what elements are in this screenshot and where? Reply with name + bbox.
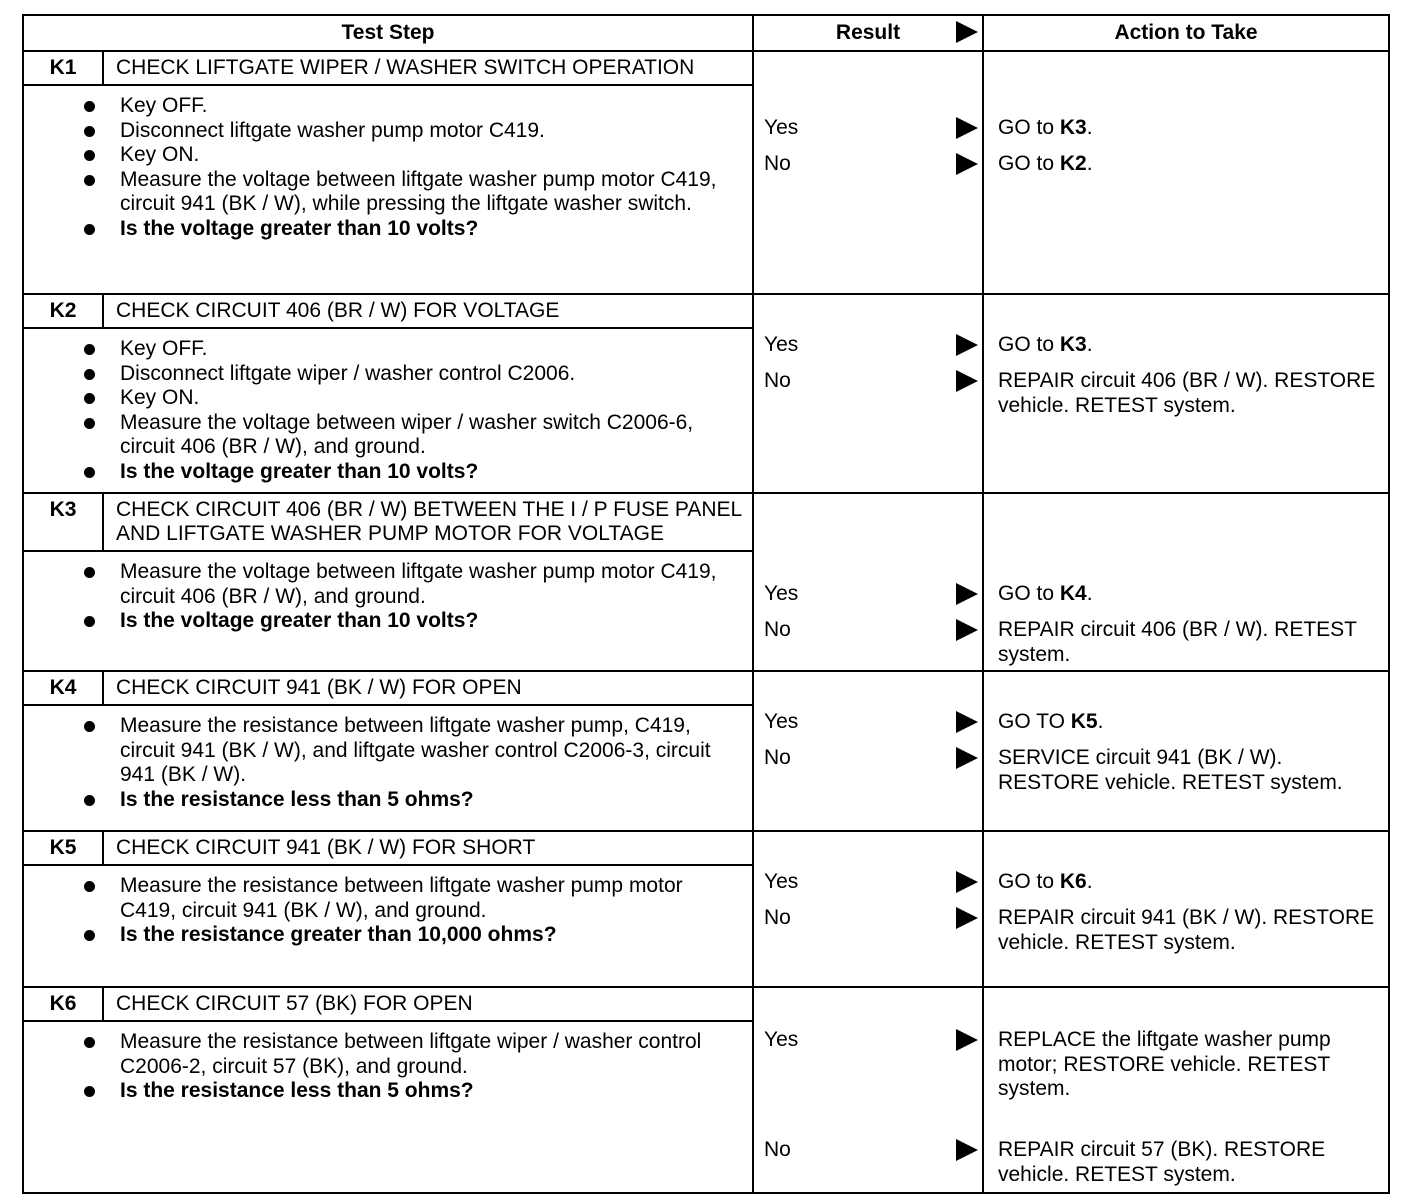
step-instructions [24,1022,752,1112]
action-no-text: SERVICE circuit 941 (BK / W). RESTORE vehicle. RETEST system. [998,746,1343,794]
step-title: CHECK CIRCUIT 941 (BK / W) FOR SHORT [116,836,536,859]
arrow-right-icon [956,747,978,769]
step-title: CHECK LIFTGATE WIPER / WASHER SWITCH OPERATION [116,56,695,79]
action-yes-ref: K4 [1059,582,1087,605]
instruction-question [120,609,742,634]
step-header [24,494,752,552]
instruction-text: Disconnect liftgate washer pump motor C419. [120,118,545,142]
bullet-icon [84,344,95,355]
step-header [24,295,752,329]
step-header [24,988,752,1022]
test-step-cell [23,671,753,831]
instruction-question [120,788,742,813]
action-yes [998,1028,1380,1102]
question-text: Is the resistance less than 5 ohms? [120,1079,474,1102]
instruction-text: Disconnect liftgate wiper / washer control C2006. [120,361,576,385]
result-no-label: No [764,1138,791,1161]
action-yes-text: GO to [998,333,1060,356]
action-yes-text: GO TO [998,710,1071,733]
instruction-item [120,337,742,362]
instruction-text: Key OFF. [120,94,208,117]
bullet-icon [84,881,95,892]
test-step-row [23,493,1389,671]
result-yes-label: Yes [764,582,799,605]
instruction-text: Key ON. [120,386,200,409]
result-yes-label: Yes [764,870,799,893]
question-text: Is the voltage greater than 10 volts? [120,609,479,632]
step-header [24,832,752,866]
step-id: K3 [24,494,104,550]
action-yes-ref: K6 [1059,870,1087,893]
result-cell [753,987,983,1193]
action-cell [983,987,1389,1193]
bullet-icon [84,930,95,941]
test-step-row [23,987,1389,1193]
action-cell [983,671,1389,831]
test-step-cell [23,51,753,294]
result-yes [764,116,978,142]
action-yes-text: GO to [998,116,1060,139]
step-id: K4 [24,672,104,704]
instruction-item [120,411,742,460]
result-yes-label: Yes [764,710,799,733]
instruction-text: Measure the resistance between liftgate wiper / washer control C2006-2, circuit 57 (BK), and ground. [120,1030,702,1078]
bullet-icon [84,369,95,380]
instruction-item [120,119,742,144]
bullet-icon [84,393,95,404]
instruction-text: Key ON. [120,143,200,166]
action-cell [983,294,1389,493]
instruction-item [120,143,742,168]
instruction-item [120,94,742,119]
bullet-icon [84,224,95,235]
result-cell [753,294,983,493]
action-no [998,906,1380,955]
action-no-text: REPAIR circuit 941 (BK / W). RESTORE vehicle. RETEST system. [998,906,1375,954]
step-instructions [24,86,752,249]
bullet-icon [84,150,95,161]
result-no [764,618,978,644]
step-instructions [24,706,752,820]
arrow-right-icon [956,1029,978,1051]
arrow-right-icon [956,21,978,43]
bullet-icon [84,101,95,112]
bullet-icon [84,795,95,806]
step-instructions [24,329,752,492]
result-no [764,906,978,932]
action-yes-tail: . [1097,710,1104,733]
arrow-right-icon [956,117,978,139]
step-title: CHECK CIRCUIT 941 (BK / W) FOR OPEN [116,676,522,699]
bullet-icon [84,126,95,137]
instruction-text: Measure the voltage between liftgate washer pump motor C419, circuit 941 (BK / W), while pressing the liftgate washer switch. [120,167,717,215]
result-no-label: No [764,906,791,929]
result-no-label: No [764,746,791,769]
action-yes [998,582,1380,607]
action-yes-text: GO to [998,582,1060,605]
action-no [998,746,1380,795]
action-no-ref: K2 [1059,152,1087,175]
instruction-item [120,714,742,788]
action-no-text: GO to [998,152,1060,175]
instruction-item [120,168,742,217]
bullet-icon [84,467,95,478]
result-yes [764,582,978,608]
test-step-cell [23,831,753,987]
instruction-text: Measure the resistance between liftgate washer pump motor C419, circuit 941 (BK / W), and ground. [120,874,683,922]
action-yes [998,116,1380,141]
instruction-text: Measure the voltage between wiper / washer switch C2006-6, circuit 406 (BR / W), and ground. [120,410,694,458]
step-id: K6 [24,988,104,1020]
result-no [764,1138,978,1164]
question-text: Is the voltage greater than 10 volts? [120,216,479,240]
step-title: CHECK CIRCUIT 406 (BR / W) BETWEEN THE I / P FUSE PANEL AND LIFTGATE WASHER PUMP MOTOR FOR VOLTAGE [116,498,742,545]
result-cell [753,831,983,987]
result-cell [753,671,983,831]
action-cell [983,51,1389,294]
table-header-row [23,15,1389,51]
arrow-right-icon [956,907,978,929]
arrow-right-icon [956,370,978,392]
action-no [998,152,1380,177]
action-no [998,369,1380,418]
bullet-icon [84,1086,95,1097]
test-step-row [23,294,1389,493]
action-yes-tail: . [1086,582,1093,605]
action-no-text: REPAIR circuit 57 (BK). RESTORE vehicle. RETEST system. [998,1138,1326,1186]
action-yes [998,710,1380,735]
result-yes [764,710,978,736]
step-header [24,672,752,706]
instruction-item [120,1030,742,1079]
result-yes-label: Yes [764,1028,799,1051]
bullet-icon [84,1037,95,1048]
instruction-item [120,560,742,609]
step-id: K1 [24,52,104,84]
result-yes-label: Yes [764,116,799,139]
result-no [764,152,978,178]
action-yes-ref: K3 [1059,333,1087,356]
arrow-right-icon [956,153,978,175]
result-no-label: No [764,152,791,175]
arrow-right-icon [956,334,978,356]
action-no-text: REPAIR circuit 406 (BR / W). RETEST system. [998,618,1357,666]
result-yes [764,333,978,359]
result-yes [764,870,978,896]
test-step-row [23,51,1389,294]
result-no [764,746,978,772]
instruction-item [120,386,742,411]
test-step-row [23,671,1389,831]
action-no [998,618,1380,667]
action-yes [998,333,1380,358]
bullet-icon [84,721,95,732]
test-step-row [23,831,1389,987]
action-no [998,1138,1380,1187]
step-instructions [24,866,752,956]
instruction-text: Measure the voltage between liftgate washer pump motor C419, circuit 406 (BR / W), and ground. [120,560,717,608]
arrow-right-icon [956,583,978,605]
instruction-question [120,1079,742,1104]
action-no-text: REPAIR circuit 406 (BR / W). RESTORE vehicle. RETEST system. [998,369,1376,417]
question-text: Is the resistance less than 5 ohms? [120,787,474,811]
action-cell [983,493,1389,671]
test-step-cell [23,987,753,1193]
result-no [764,369,978,395]
test-step-cell [23,493,753,671]
bullet-icon [84,567,95,578]
header-result [753,15,983,51]
action-yes-ref: K3 [1059,116,1087,139]
result-yes [764,1028,978,1054]
header-result-label: Result [835,21,901,44]
table-body [23,51,1389,1193]
instruction-question [120,460,742,485]
step-instructions [24,552,752,642]
action-yes-tail: . [1086,333,1093,356]
step-id: K5 [24,832,104,864]
question-text: Is the resistance greater than 10,000 ohms? [120,923,557,946]
action-yes-text: REPLACE the liftgate washer pump motor; RESTORE vehicle. RETEST system. [998,1028,1331,1100]
instruction-item [120,874,742,923]
instruction-question [120,217,742,242]
diagnostic-table-container [22,14,1388,1194]
header-test-step: Test Step [23,15,753,51]
arrow-right-icon [956,619,978,641]
arrow-right-icon [956,1139,978,1161]
diagnostic-table [22,14,1390,1194]
action-yes-text: GO to [998,870,1060,893]
instruction-item [120,362,742,387]
action-cell [983,831,1389,987]
result-cell [753,493,983,671]
instruction-text: Key OFF. [120,337,208,360]
bullet-icon [84,175,95,186]
result-no-label: No [764,618,791,641]
step-header [24,52,752,86]
action-yes [998,870,1380,895]
result-yes-label: Yes [764,333,799,356]
arrow-right-icon [956,711,978,733]
bullet-icon [84,616,95,627]
arrow-right-icon [956,871,978,893]
result-cell [753,51,983,294]
step-id: K2 [24,295,104,327]
step-title: CHECK CIRCUIT 57 (BK) FOR OPEN [116,992,473,1015]
result-no-label: No [764,369,791,392]
action-no-tail: . [1086,152,1093,175]
bullet-icon [84,418,95,429]
instruction-question [120,923,742,948]
step-title: CHECK CIRCUIT 406 (BR / W) FOR VOLTAGE [116,299,560,322]
question-text: Is the voltage greater than 10 volts? [120,459,479,483]
instruction-text: Measure the resistance between liftgate washer pump, C419, circuit 941 (BK / W), and liftgate washer control C2006-3, circuit 941 (BK / W). [120,714,711,786]
action-yes-ref: K5 [1070,710,1098,733]
action-yes-tail: . [1086,870,1093,893]
test-step-cell [23,294,753,493]
action-yes-tail: . [1086,116,1093,139]
header-action: Action to Take [983,15,1389,51]
